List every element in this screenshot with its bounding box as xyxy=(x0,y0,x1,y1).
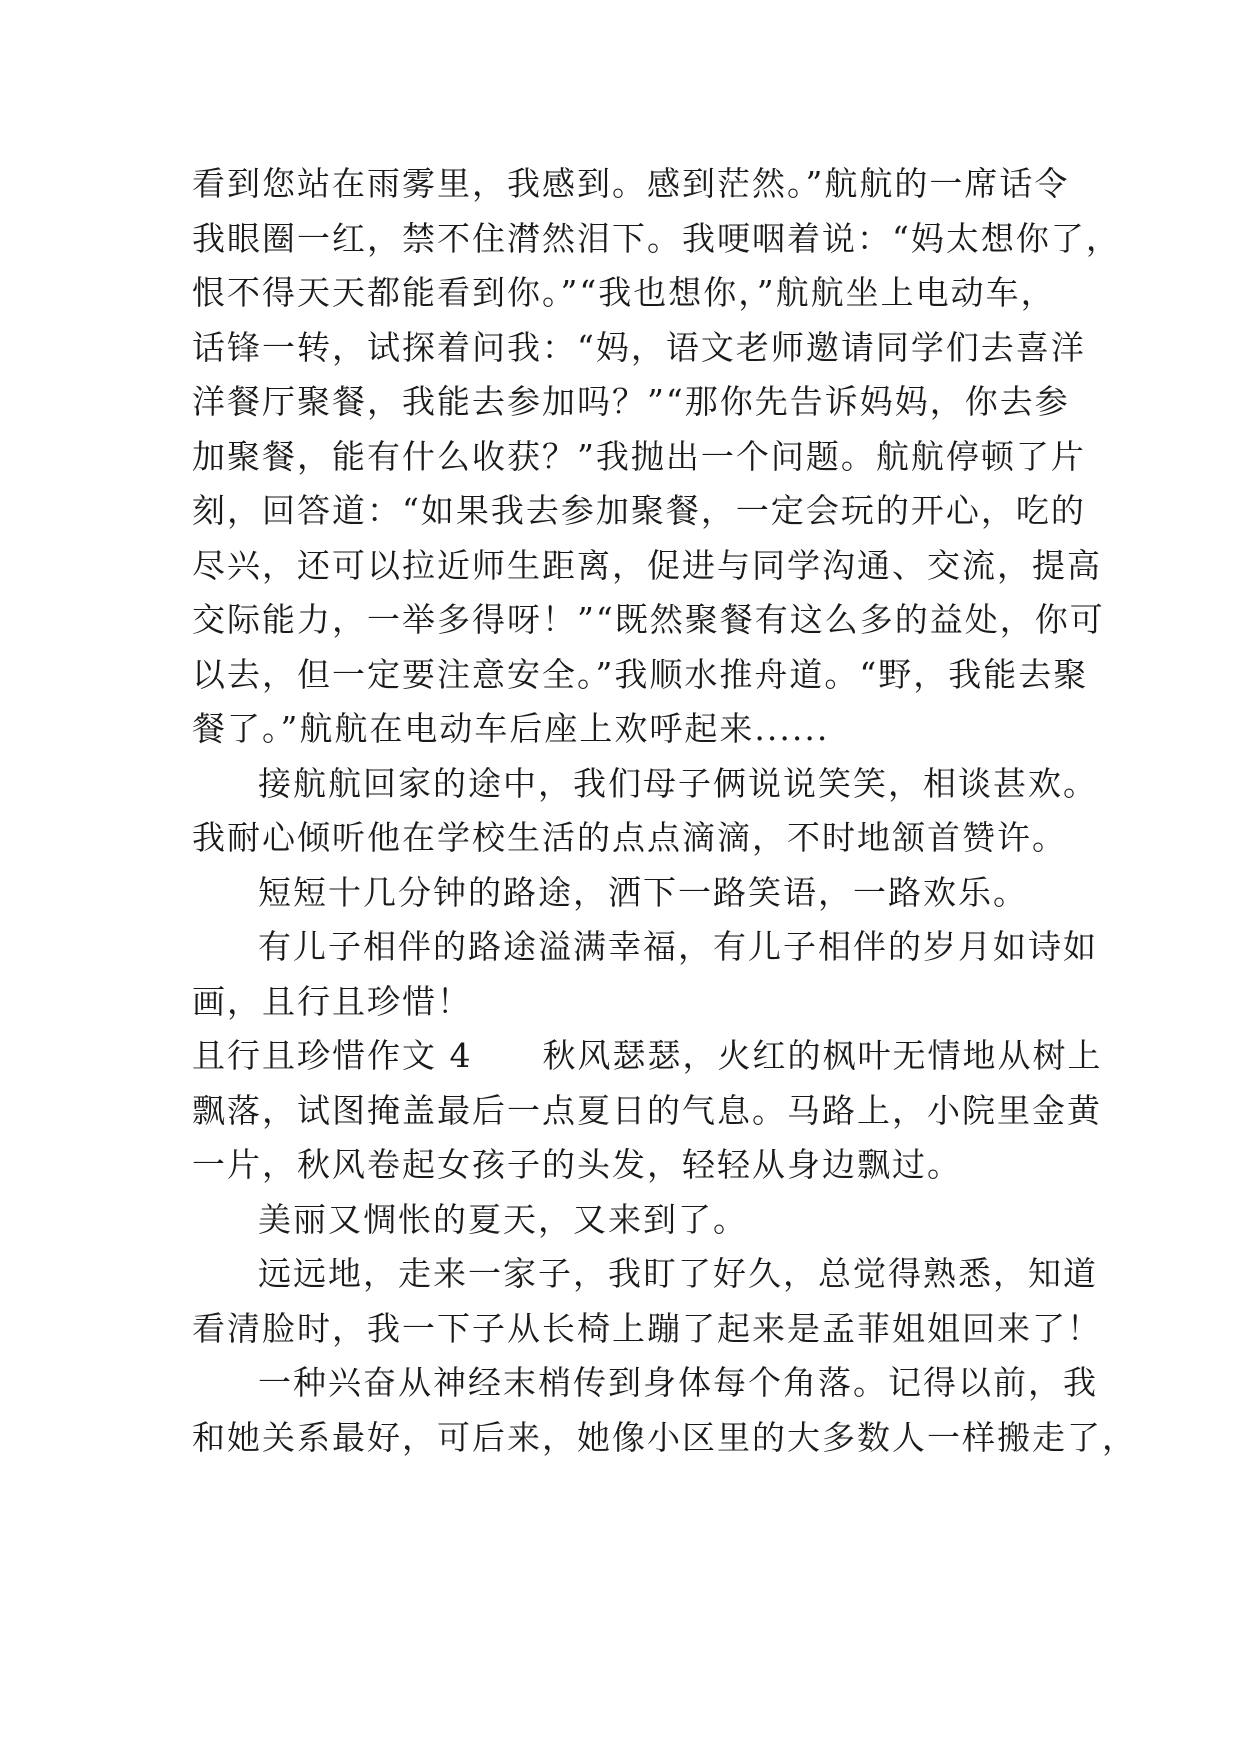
text-line: 尽兴，还可以拉近师生距离，促进与同学沟通、交流，提高 xyxy=(192,545,1102,585)
text-line: 交际能力，一举多得呀！”“既然聚餐有这么多的益处，你可 xyxy=(192,600,1105,639)
text-line: 洋餐厅聚餐，我能去参加吗？”“那你先告诉妈妈，你去参 xyxy=(192,382,1070,421)
text-line: 餐了。”航航在电动车后座上欢呼起来...... xyxy=(192,709,830,748)
text-line: 看清脸时，我一下子从长椅上蹦了起来是孟菲姐姐回来了！ xyxy=(192,1308,1102,1348)
text-line: 恨不得天天都能看到你。”“我也想你，”航航坐上电动车， xyxy=(192,273,1056,312)
paragraph-start-line: 有儿子相伴的路途溢满幸福，有儿子相伴的岁月如诗如 xyxy=(258,927,1098,966)
text-line: 看到您站在雨雾里，我感到。感到茫然。”航航的一席话令 xyxy=(192,164,1070,203)
text-line: 一片，秋风卷起女孩子的头发，轻轻从身边飘过。 xyxy=(192,1145,962,1184)
paragraph-start-line: 接航航回家的途中，我们母子俩说说笑笑，相谈甚欢。 xyxy=(258,763,1098,803)
text-line: 刻，回答道：“如果我去参加聚餐，一定会玩的开心，吃的 xyxy=(192,491,1086,530)
text-line: 我眼圈一红，禁不住潸然泪下。我哽咽着说：“妈太想你了， xyxy=(192,218,1121,258)
paragraph-start-line: 短短十几分钟的路途，洒下一路笑语，一路欢乐。 xyxy=(258,872,1028,912)
body-text xyxy=(192,157,1137,1465)
section-title-line: 且行且珍惜作文 4 秋风瑟瑟，火红的枫叶无情地从树上 xyxy=(192,1036,1103,1075)
text-line: 话锋一转，试探着问我：“妈，语文老师邀请同学们去喜洋 xyxy=(192,327,1086,367)
text-line: 以去，但一定要注意安全。”我顺水推舟道。“野，我能去聚 xyxy=(192,654,1089,694)
text-line: 和她关系最好，可后来，她像小区里的大多数人一样搬走了， xyxy=(192,1417,1137,1457)
text-line: 加聚餐，能有什么收获？”我抛出一个问题。航航停顿了片 xyxy=(192,436,1086,476)
text-line: 我耐心倾听他在学校生活的点点滴滴，不时地颔首赞许。 xyxy=(192,818,1067,857)
text-line: 飘落，试图掩盖最后一点夏日的气息。马路上，小院里金黄 xyxy=(192,1090,1102,1130)
paragraph-start-line: 远远地，走来一家子，我盯了好久，总觉得熟悉，知道 xyxy=(258,1254,1098,1293)
text-line: 画，且行且珍惜！ xyxy=(192,981,472,1021)
paragraph-start-line: 一种兴奋从神经末梢传到身体每个角落。记得以前，我 xyxy=(258,1363,1098,1402)
paragraph-start-line: 美丽又惆怅的夏天，又来到了。 xyxy=(258,1199,748,1239)
